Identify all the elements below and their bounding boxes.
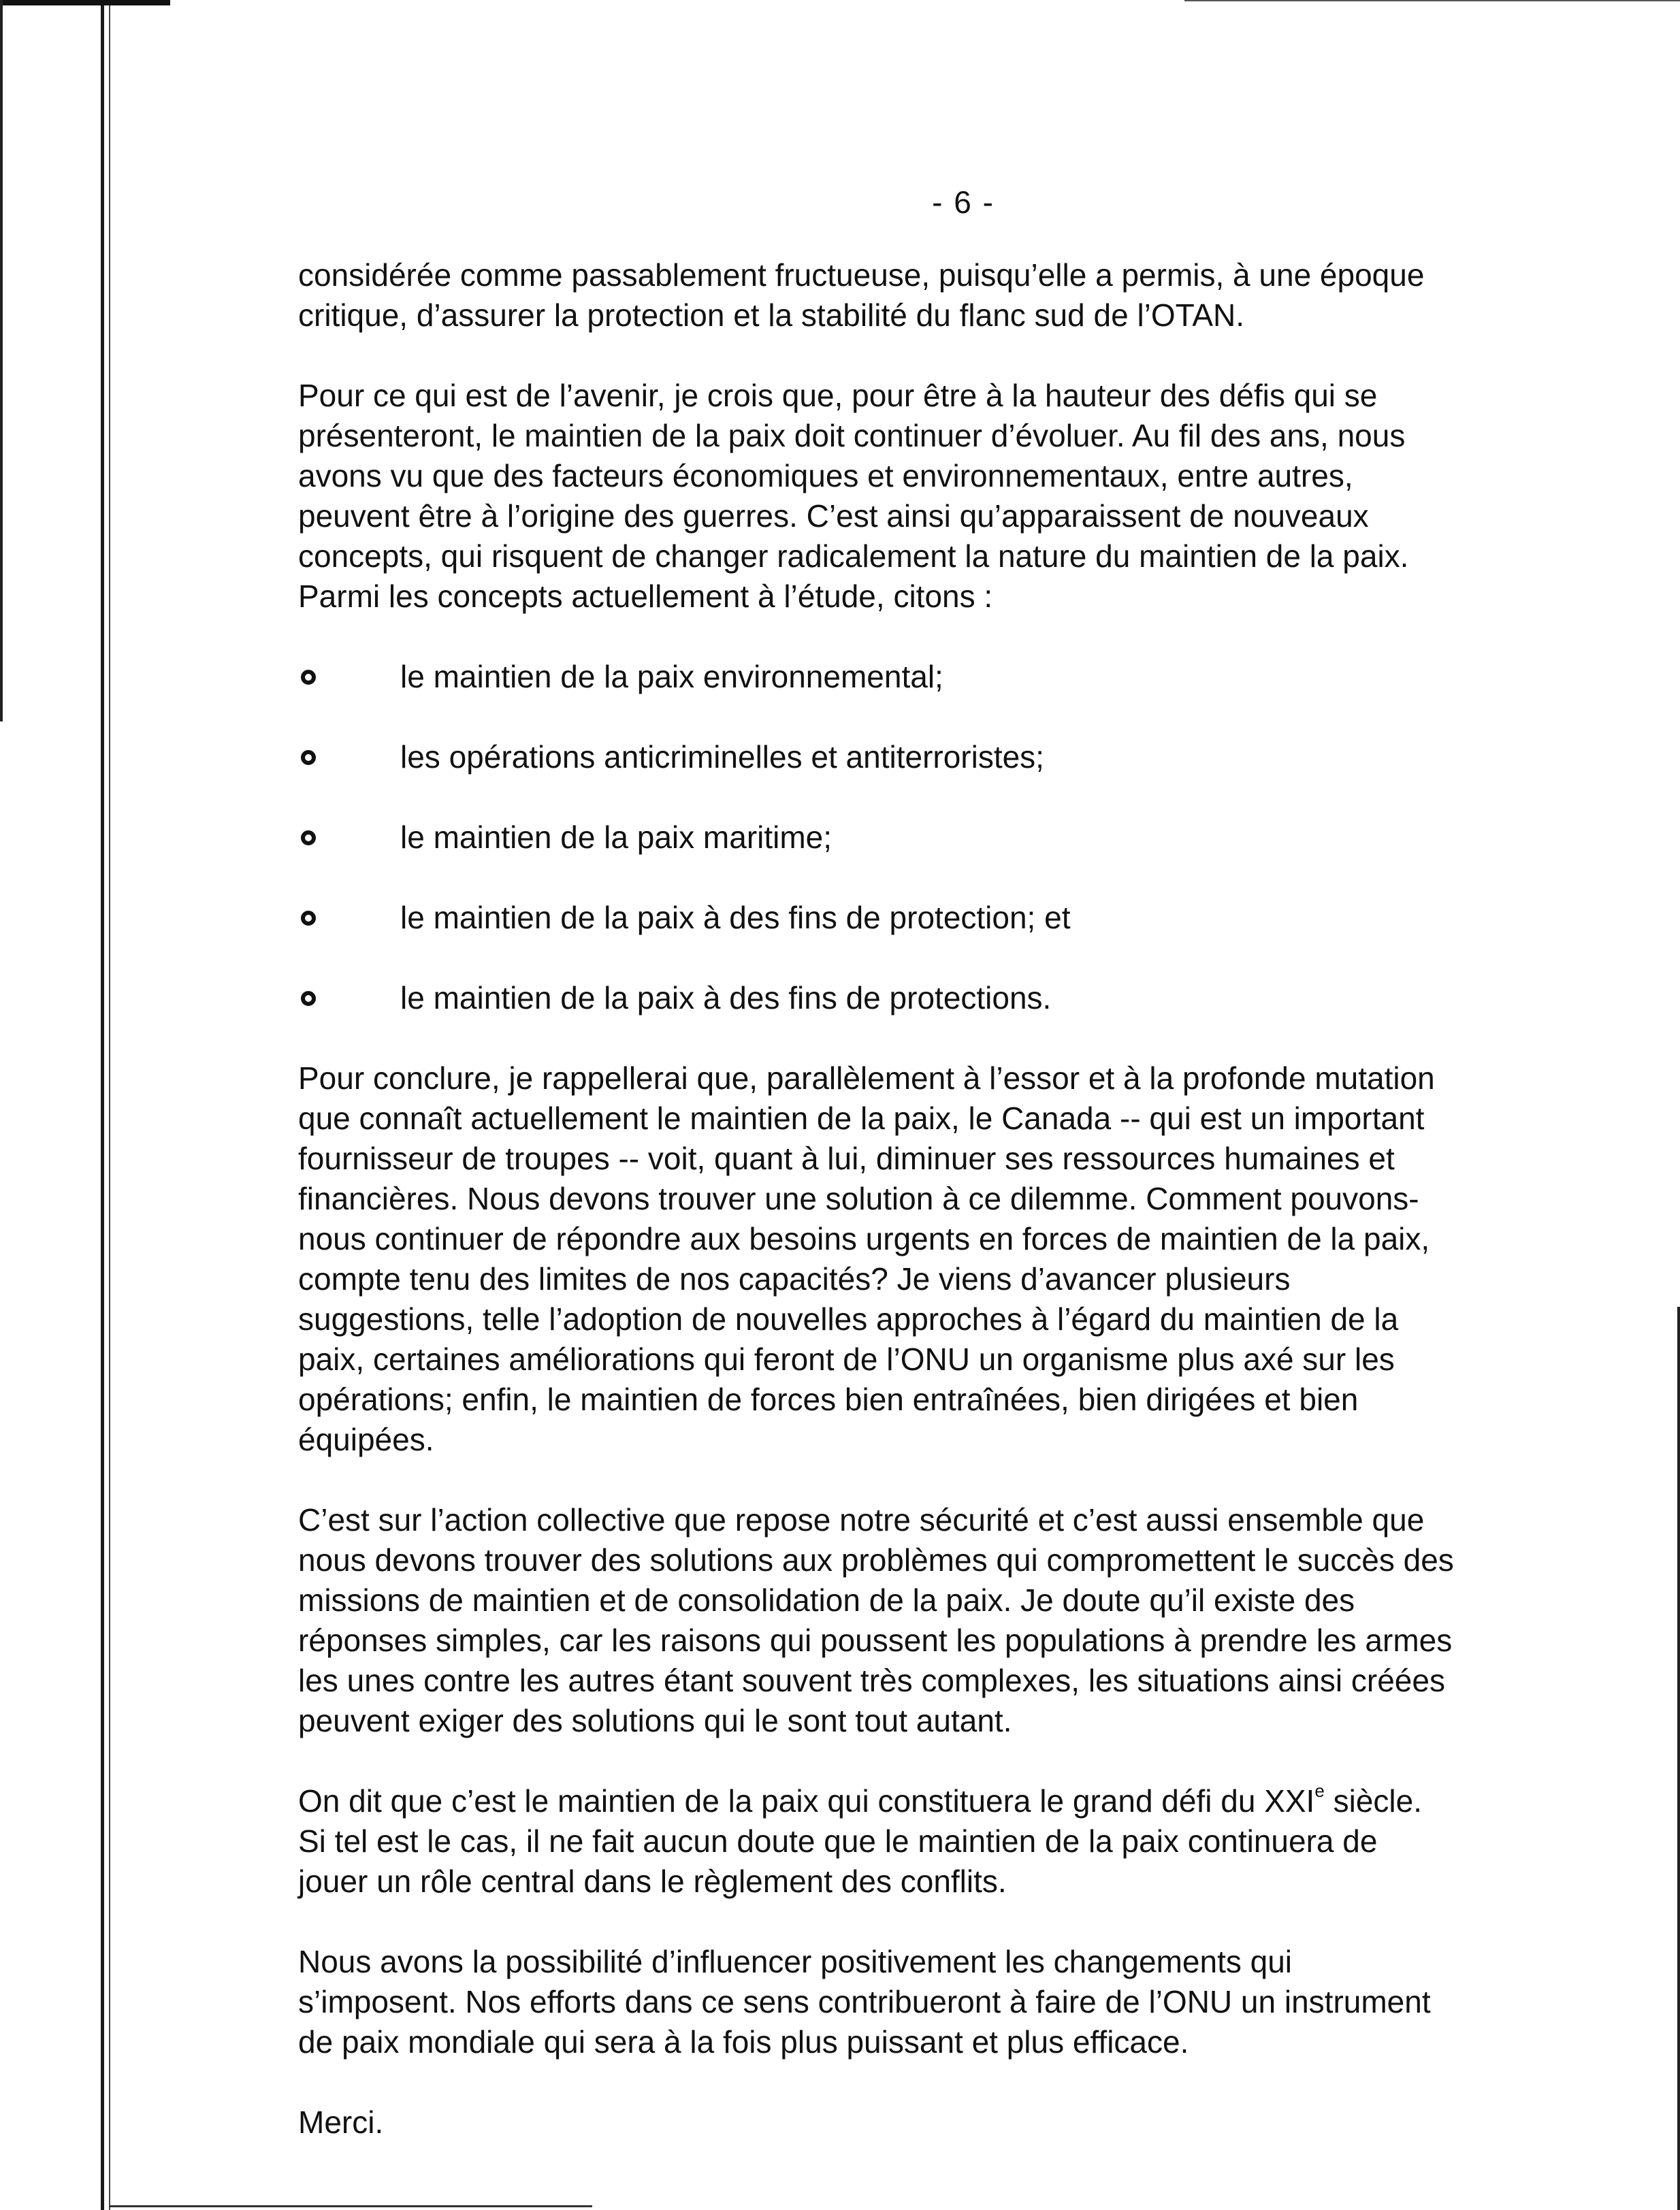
list-item-text: le maintien de la paix environnemental;: [400, 659, 943, 694]
list-item-text: le maintien de la paix à des fins de protection; et: [400, 900, 1071, 935]
paragraph-continuation: considérée comme passablement fructueuse, puisqu’elle a permis, à une époque critique, d’assurer la protection et la stabilité du flanc sud de l’OTAN.: [298, 257, 1425, 333]
scan-artifact-top-line: [0, 0, 170, 5]
paragraph-21st-century: [298, 1781, 1632, 1902]
scan-artifact-right-edge: [1677, 1307, 1680, 2210]
paragraph-influence: Nous avons la possibilité d’influencer positivement les changements qui s’imposent. Nos efforts dans ce sens contribueront à faire de l’ONU un instrument de paix mondiale qui sera à la fois plus puissant et plus efficace.: [298, 1944, 1431, 2060]
list-item-text: les opérations anticriminelles et antiterroristes;: [400, 739, 1044, 775]
concepts-list: [298, 657, 1632, 1058]
closing-line: Merci.: [298, 2105, 384, 2140]
paragraph-collective-action: C’est sur l’action collective que repose notre sécurité et c’est aussi ensemble que nous devons trouver des solutions aux problèmes qui compromettent le succès des missions de maintien et de consolidation de la paix. Je doute qu’il existe des réponses simples, car les raisons qui poussent les populations à prendre les armes les unes contre les autres étant souvent très complexes, les situations ainsi créées peuvent exiger des solutions qui le sont tout autant.: [298, 1502, 1454, 1738]
scan-artifact-bottom-line: [109, 2205, 592, 2207]
paragraph-conclusion: Pour conclure, je rappellerai que, parallèlement à l’essor et à la profonde mutation que connaît actuellement le maintien de la paix, le Canada -- qui est un important fournisseur de troupes -- voit, quant à lui, diminuer ses ressources humaines et financières. Nous devons trouver une solution à ce dilemme. Comment pouvons- nous continuer de répondre aux besoins urgents en forces de maintien de la paix, compte tenu des limites de nos capacités? Je viens d’avancer plusieurs suggestions, telle l’adoption de nouvelles approches à l’égard du maintien de la paix, certaines améliorations qui feront de l’ONU un organisme plus axé sur les opérations; enfin, le maintien de forces bien entraînées, bien dirigées et bien équipées.: [298, 1060, 1435, 1457]
paragraph-text-part: On dit que c’est le maintien de la paix qui constituera le grand défi du XXI: [298, 1783, 1315, 1819]
page-number: - 6 -: [932, 184, 995, 220]
list-item: [298, 817, 1632, 898]
bullet-icon: [301, 830, 316, 845]
bullet-icon: [301, 750, 316, 765]
scan-artifact-left-edge: [0, 0, 3, 721]
list-item: [298, 978, 1632, 1058]
bullet-icon: [301, 911, 316, 926]
paragraph-text-part: siècle. Si tel est le cas, il ne fait aucun doute que le maintien de la paix continuera de jouer un rôle central dans le règlement des conflits.: [298, 1783, 1422, 1899]
superscript: e: [1314, 1781, 1325, 1801]
list-item: [298, 657, 1632, 737]
document-body: [298, 255, 1632, 2183]
scan-artifact-binding-margin: [101, 5, 110, 2210]
bullet-icon: [301, 991, 316, 1006]
list-item: [298, 898, 1632, 978]
list-item: [298, 737, 1632, 817]
scan-artifact-top-right-line: [1184, 0, 1680, 1]
bullet-icon: [301, 670, 316, 685]
paragraph-future-peacekeeping: Pour ce qui est de l’avenir, je crois que, pour être à la hauteur des défis qui se présenteront, le maintien de la paix doit continuer d’évoluer. Au fil des ans, nous avons vu que des facteurs économiques et environnementaux, entre autres, peuvent être à l’origine des guerres. C’est ainsi qu’apparaissent de nouveaux concepts, qui risquent de changer radicalement la nature du maintien de la paix. Parmi les concepts actuellement à l’étude, citons :: [298, 378, 1409, 614]
list-item-text: le maintien de la paix maritime;: [400, 819, 833, 855]
list-item-text: le maintien de la paix à des fins de protections.: [400, 980, 1052, 1015]
